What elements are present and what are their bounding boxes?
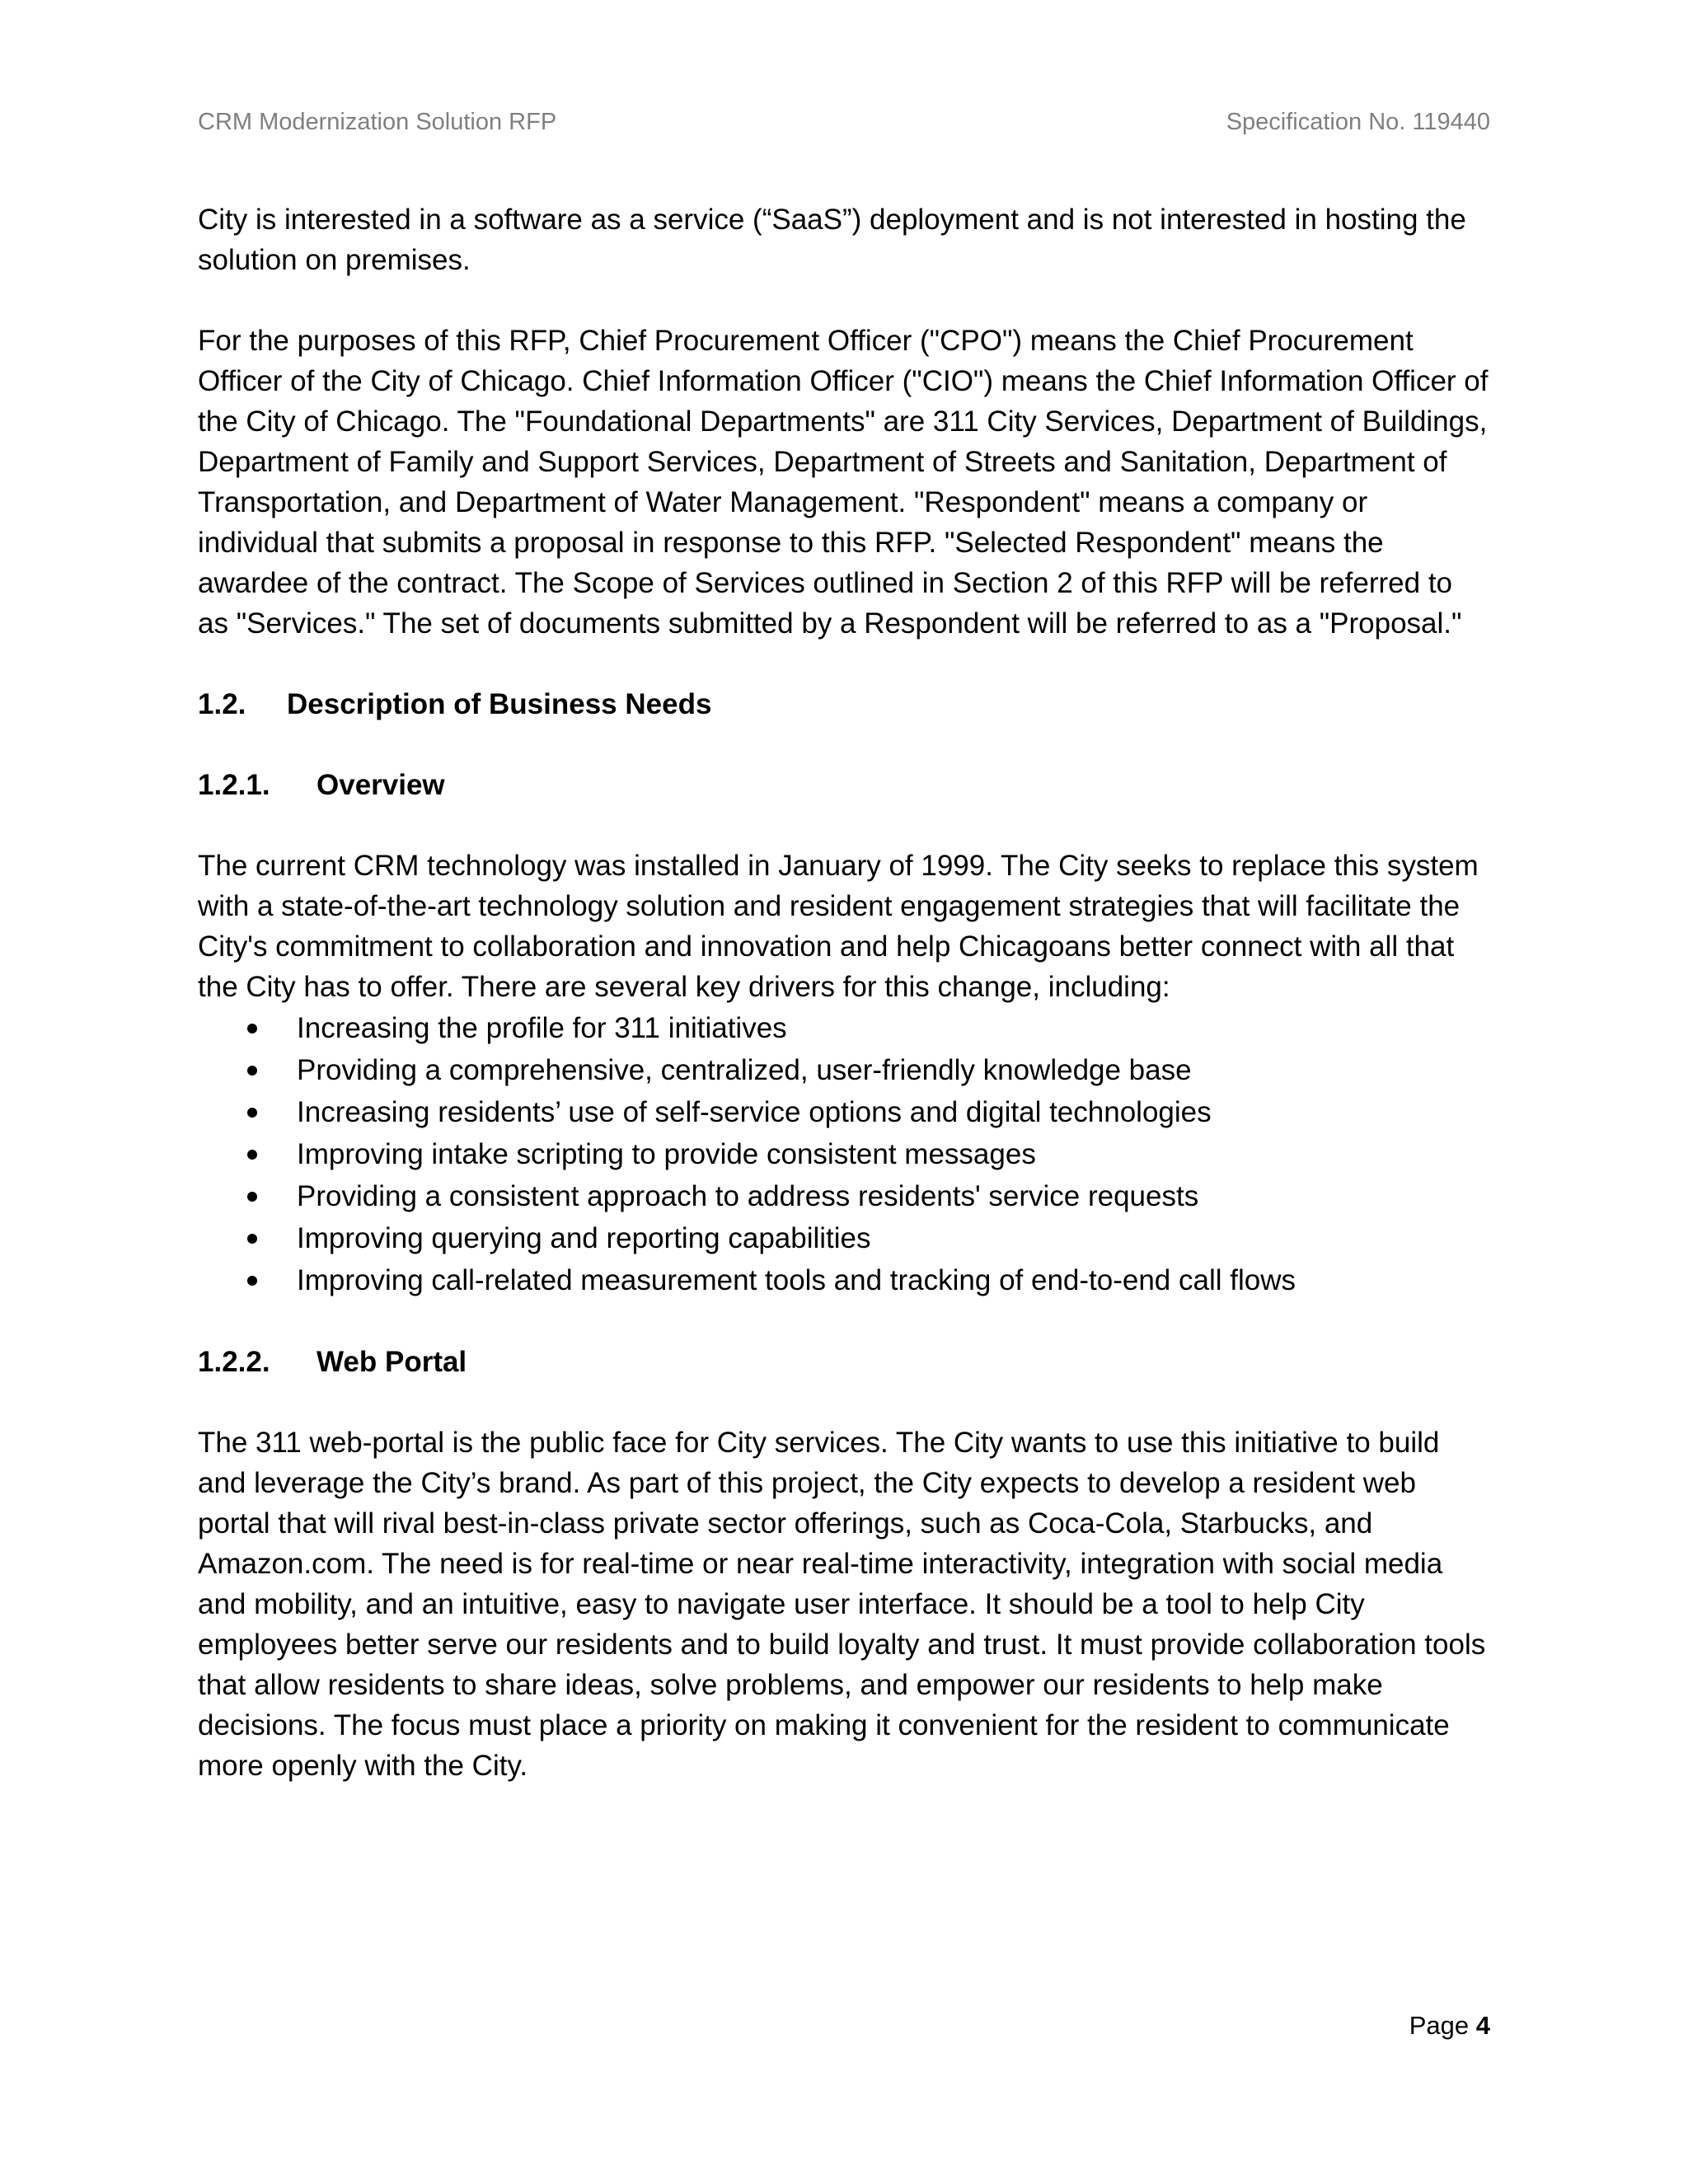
section-heading-1-2-2 (198, 1342, 1490, 1382)
header-specification-number: Specification No. 119440 (1226, 109, 1490, 135)
list-item: Improving call-related measurement tools and tracking of end-to-end call flows (198, 1259, 1490, 1301)
section-title: Overview (316, 769, 445, 801)
bullet-icon (247, 1024, 257, 1033)
bullet-icon (247, 1276, 257, 1286)
bullet-icon (247, 1066, 257, 1076)
section-heading-1-2-1 (198, 765, 1490, 805)
list-item: Increasing the profile for 311 initiatives (198, 1007, 1490, 1049)
page-header (198, 109, 1490, 142)
paragraph-web-portal: The 311 web-portal is the public face for City services. The City wants to use this initiative to build and leverage the City’s brand. As part of this project, the City expects to develop a resident web portal that will rival best-in-class private sector offerings, such as Coca-Cola, Starbucks, and Amazon.com. The need is for real-time or near real-time interactivity, integration with social media and mobility, and an intuitive, easy to navigate user interface. It should be a tool to help City employees better serve our residents and to build loyalty and trust. It must provide collaboration tools that allow residents to share ideas, solve problems, and empower our residents to help make decisions. The focus must place a priority on making it convenient for the resident to communicate more openly with the City. (198, 1427, 1486, 1782)
section-number: 1.2. (198, 688, 246, 720)
bullet-icon (247, 1192, 257, 1202)
paragraph-overview: The current CRM technology was installed in January of 1999. The City seeks to replace this system with a state-of-the-art technology solution and resident engagement strategies that will facilitate the City's commitment to collaboration and innovation and help Chicagoans better connect with all that the City has to offer. There are several key drivers for this change, including: (198, 850, 1479, 1003)
list-item: Providing a comprehensive, centralized, user-friendly knowledge base (198, 1049, 1490, 1091)
paragraph-definitions: For the purposes of this RFP, Chief Procurement Officer ("CPO") means the Chief Procurement Officer of the City of Chicago. Chief Information Officer ("CIO") means the Chief Information Officer of the City of Chicago. The "Foundational Departments" are 311 City Services, Department of Buildings, Department of Family and Support Services, Department of Streets and Sanitation, Department of Transportation, and Department of Water Management. "Respondent" means a company or individual that submits a proposal in response to this RFP. "Selected Respondent" means the awardee of the contract. The Scope of Services outlined in Section 2 of this RFP will be referred to as "Services." The set of documents submitted by a Respondent will be referred to as a "Proposal." (198, 325, 1489, 640)
list-item: Increasing residents’ use of self-service options and digital technologies (198, 1091, 1490, 1133)
section-title: Description of Business Needs (287, 688, 712, 720)
bullet-icon (247, 1234, 257, 1244)
section-heading-1-2 (198, 684, 1490, 724)
key-drivers-list (198, 1007, 1490, 1301)
list-item: Providing a consistent approach to address residents' service requests (198, 1175, 1490, 1217)
page-number: 4 (1475, 2011, 1490, 2040)
section-number: 1.2.2. (198, 1346, 270, 1378)
bullet-icon (247, 1108, 257, 1118)
section-number: 1.2.1. (198, 769, 270, 801)
page-label: Page (1409, 2011, 1470, 2040)
paragraph-saas: City is interested in a software as a service (“SaaS”) deployment and is not interested in hosting the solution on premises. (198, 204, 1466, 276)
list-item: Improving querying and reporting capabilities (198, 1217, 1490, 1259)
bullet-icon (247, 1150, 257, 1160)
page-footer (1409, 2011, 1490, 2041)
header-document-title: CRM Modernization Solution RFP (198, 109, 557, 135)
section-title: Web Portal (316, 1346, 467, 1378)
document-body (198, 199, 1490, 1786)
list-item: Improving intake scripting to provide consistent messages (198, 1133, 1490, 1175)
